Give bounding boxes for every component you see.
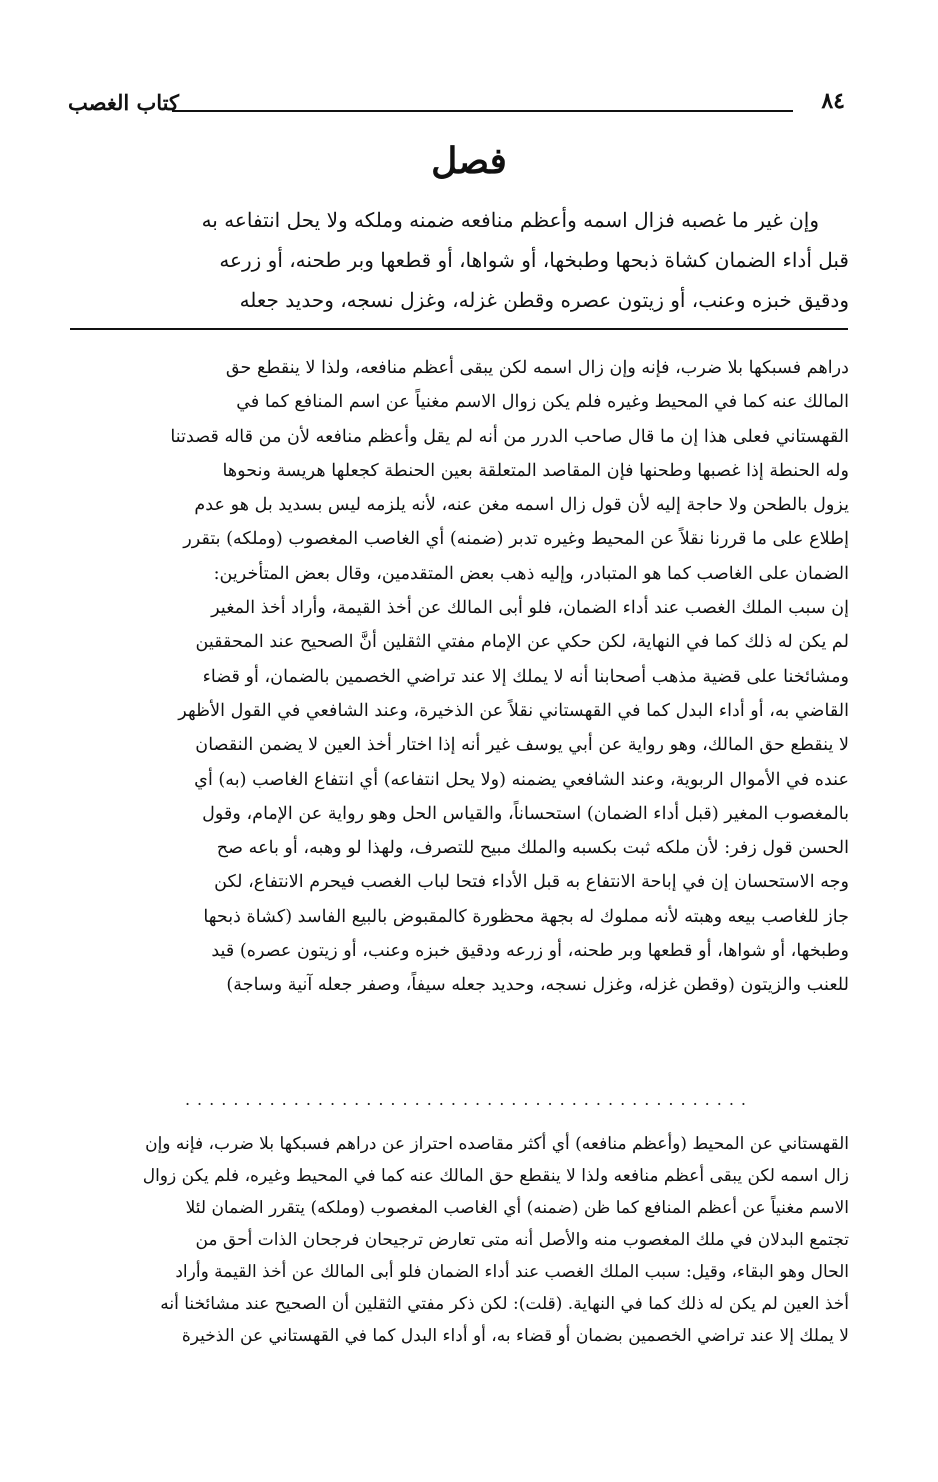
book-title: كتاب الغصب — [68, 90, 180, 115]
page-number: ٨٤ — [821, 88, 845, 114]
commentary-line: وله الحنطة إذا غصبها وطحنها فإن المقاصد المتعلقة بعين الحنطة كجعلها هريسة ونحوها — [222, 460, 849, 481]
commentary-line: إن سبب الملك الغصب عند أداء الضمان، فلو أبى المالك عن أخذ القيمة، وأراد أخذ المغير — [211, 598, 849, 619]
header-rule — [172, 110, 793, 112]
commentary-line: ومشائخنا على قضية مذهب أصحابنا أنه لا يملك إلا عند تراضي الخصمين بالضمان، أو قضاء — [202, 666, 849, 687]
commentary-line: الحسن قول زفر: لأن ملكه ثبت بكسبه والملك مبيح للتصرف، ولهذا لو وهبه، أو باعه صح — [216, 838, 849, 859]
commentary-line: المالك عنه كما في المحيط وغيره فلم يكن زوال الاسم مغنياً عن اسم المنافع كما في — [236, 392, 849, 413]
main-text-line: ودقيق خبزه وعنب، أو زيتون عصره وقطن غزله، وغزل نسجه، وحديد جعله — [239, 288, 849, 312]
footnote-line: الحال وهو البقاء، وقيل: سبب الملك الغصب عند أداء الضمان فلو أبى المالك عن أخذ القيمة وأراد — [175, 1262, 849, 1282]
footnote-text — [66, 1128, 849, 1352]
commentary-line: لا ينقطع حق المالك، وهو رواية عن أبي يوسف غير أنه إذا اختار أخذ العين لا يضمن النقصان — [195, 735, 849, 756]
footnote-line: الاسم مغنياً عن أعظم المنافع كما ظن (ضمنه) أي الغاصب المغصوب (وملكه) يتقرر الضمان لئلا — [185, 1198, 849, 1218]
commentary-line: وطبخها، أو شواها، أو قطعها وبر طحنه، أو زرعه ودقيق خبزه وعنب، أو زيتون عصره) قيد — [211, 941, 849, 962]
commentary-line: الضمان على الغاصب كما هو المتبادر، وإليه ذهب بعض المتقدمين، وقال بعض المتأخرين: — [213, 563, 849, 584]
main-text-line: قبل أداء الضمان كشاة ذبحها وطبخها، أو شواها، أو قطعها وبر طحنه، أو زرعه — [219, 248, 849, 272]
footnote-line: زال اسمه لكن يبقى أعظم منافعه ولذا لا ينقطع حق المالك عنه كما في المحيط وغيره، فلم يكن زوال — [142, 1166, 849, 1186]
footnote-line: القهستاني عن المحيط (وأعظم منافعه) أي أكثر مقاصده احتراز عن دراهم فسبكها بلا ضرب، فإنه وإن — [145, 1134, 849, 1154]
commentary-text — [66, 351, 849, 1003]
main-text — [66, 200, 849, 320]
commentary-line: دراهم فسبكها بلا ضرب، فإنه وإن زال اسمه لكن يبقى أعظم منافعه، ولذا لا ينقطع حق — [225, 358, 849, 378]
commentary-line: إطلاع على ما قررنا نقلاً عن المحيط وغيره تدبر (ضمنه) أي الغاصب المغصوب (وملكه) بتقرر — [183, 529, 849, 550]
running-header — [68, 88, 845, 120]
commentary-line: القهستاني فعلى هذا إن ما قال صاحب الدرر من أنه لم يقل وأعظم منافعه لأن من قاله قصدتنا — [170, 426, 849, 447]
commentary-line: يزول بالطحن ولا حاجة إليه لأن قول زال اسمه مغن عنه، لأنه يلزمه ليس بسديد بل هو عدم — [194, 495, 849, 516]
commentary-line: لم يكن له ذلك كما في النهاية، لكن حكي عن الإمام مفتي الثقلين أنَّ الصحيح عند المحققين — [195, 632, 849, 653]
commentary-line: القاضي به، أو أداء البدل كما في القهستاني نقلاً عن الذخيرة، وعند الشافعي في القول الأظهر — [178, 700, 849, 721]
footnote-line: تجتمع البدلان في ملك المغصوب منه والأصل أنه متى تعارض ترجيحان فرجحان الذات أحق من — [195, 1230, 849, 1250]
commentary-line: وجه الاستحسان إن في إباحة الانتفاع به قبل الأداء فتحا لباب الغصب فيحرم الانتفاع، لكن — [214, 872, 849, 893]
footnote-line: أخذ العين لم يكن له ذلك كما في النهاية. (قلت): لكن ذكر مفتي الثقلين أن الصحيح عند مشائخنا أنه — [160, 1294, 849, 1314]
footnote-line: لا يملك إلا عند تراضي الخصمين بضمان أو قضاء به، أو أداء البدل كما في القهستاني عن الذخيرة — [181, 1326, 849, 1346]
section-heading: فصل — [431, 140, 507, 182]
commentary-line: عنده في الأموال الربوية، وعند الشافعي يضمنه (ولا يحل انتفاعه) أي انتفاع الغاصب (به) أي — [194, 769, 849, 790]
text-divider — [70, 328, 848, 330]
commentary-line: جاز للغاصب بيعه وهبته لأنه مملوك له بجهة محظورة كالمقبوض بالبيع الفاسد (كشاة ذبحها — [203, 906, 849, 927]
commentary-line: بالمغصوب المغير (قبل أداء الضمان) استحساناً، والقياس الحل وهو رواية عن الإمام، وقول — [202, 803, 849, 824]
commentary-line: للعنب والزيتون (وقطن غزله، وغزل نسجه، وحديد جعله سيفاً، وصفر جعله آنية وساجة) — [226, 975, 849, 996]
main-text-line: وإن غير ما غصبه فزال اسمه وأعظم منافعه ضمنه وملكه ولا يحل انتفاعه به — [201, 208, 819, 232]
separator-dots: ............................................... — [184, 1090, 754, 1109]
